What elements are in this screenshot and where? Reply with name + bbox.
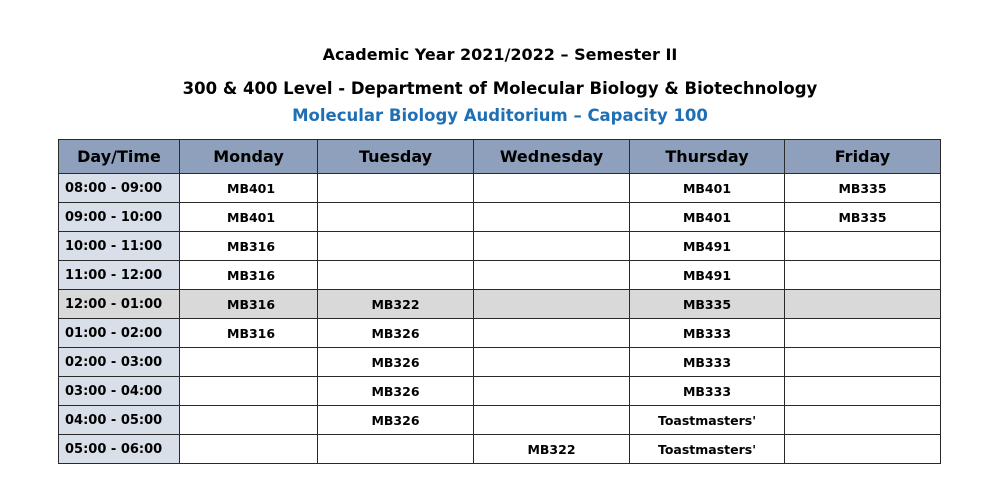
column-header-wednesday: Wednesday (474, 140, 630, 174)
cell-thursday: Toastmasters' (630, 435, 785, 464)
cell-friday: MB335 (785, 203, 941, 232)
cell-thursday: MB333 (630, 348, 785, 377)
cell-tuesday: MB322 (318, 290, 474, 319)
venue-title: Molecular Biology Auditorium – Capacity 100 (292, 106, 708, 125)
cell-tuesday (318, 174, 474, 203)
table-row (59, 377, 941, 406)
time-slot: 04:00 - 05:00 (59, 406, 180, 435)
cell-wednesday (474, 232, 630, 261)
column-header-monday: Monday (180, 140, 318, 174)
cell-thursday: Toastmasters' (630, 406, 785, 435)
column-header-day-time: Day/Time (59, 140, 180, 174)
cell-monday: MB316 (180, 232, 318, 261)
cell-monday: MB401 (180, 174, 318, 203)
table-row (59, 232, 941, 261)
cell-monday: MB316 (180, 319, 318, 348)
cell-tuesday (318, 232, 474, 261)
table-row (59, 319, 941, 348)
cell-tuesday: MB326 (318, 406, 474, 435)
cell-tuesday: MB326 (318, 319, 474, 348)
cell-friday (785, 406, 941, 435)
cell-tuesday (318, 435, 474, 464)
cell-monday (180, 406, 318, 435)
cell-monday: MB401 (180, 203, 318, 232)
cell-friday (785, 232, 941, 261)
cell-monday: MB316 (180, 290, 318, 319)
cell-thursday: MB333 (630, 319, 785, 348)
cell-tuesday (318, 261, 474, 290)
cell-tuesday (318, 203, 474, 232)
time-slot: 05:00 - 06:00 (59, 435, 180, 464)
cell-friday (785, 261, 941, 290)
column-header-tuesday: Tuesday (318, 140, 474, 174)
cell-wednesday (474, 290, 630, 319)
cell-friday (785, 377, 941, 406)
time-slot: 11:00 - 12:00 (59, 261, 180, 290)
table-row (59, 348, 941, 377)
cell-wednesday (474, 406, 630, 435)
cell-thursday: MB333 (630, 377, 785, 406)
cell-friday (785, 319, 941, 348)
time-slot: 10:00 - 11:00 (59, 232, 180, 261)
time-slot: 01:00 - 02:00 (59, 319, 180, 348)
time-slot: 03:00 - 04:00 (59, 377, 180, 406)
table-row (59, 290, 941, 319)
cell-tuesday: MB326 (318, 377, 474, 406)
cell-friday (785, 348, 941, 377)
table-row (59, 435, 941, 464)
time-slot: 08:00 - 09:00 (59, 174, 180, 203)
cell-thursday: MB491 (630, 232, 785, 261)
cell-thursday: MB401 (630, 203, 785, 232)
cell-wednesday (474, 174, 630, 203)
cell-monday (180, 377, 318, 406)
semester-title: Academic Year 2021/2022 – Semester II (322, 45, 678, 64)
cell-friday (785, 435, 941, 464)
cell-wednesday (474, 203, 630, 232)
cell-wednesday (474, 261, 630, 290)
time-slot: 02:00 - 03:00 (59, 348, 180, 377)
department-title: 300 & 400 Level - Department of Molecular Biology & Biotechnology (182, 79, 818, 98)
cell-thursday: MB335 (630, 290, 785, 319)
cell-monday (180, 348, 318, 377)
time-slot: 12:00 - 01:00 (59, 290, 180, 319)
cell-wednesday (474, 348, 630, 377)
time-slot: 09:00 - 10:00 (59, 203, 180, 232)
cell-monday: MB316 (180, 261, 318, 290)
cell-friday (785, 290, 941, 319)
timetable (58, 139, 941, 464)
table-row (59, 406, 941, 435)
cell-tuesday: MB326 (318, 348, 474, 377)
cell-wednesday: MB322 (474, 435, 630, 464)
column-header-thursday: Thursday (630, 140, 785, 174)
cell-friday: MB335 (785, 174, 941, 203)
table-row (59, 261, 941, 290)
cell-wednesday (474, 377, 630, 406)
table-row (59, 203, 941, 232)
header-row (59, 140, 941, 174)
cell-wednesday (474, 319, 630, 348)
column-header-friday: Friday (785, 140, 941, 174)
cell-thursday: MB401 (630, 174, 785, 203)
cell-monday (180, 435, 318, 464)
table-row (59, 174, 941, 203)
cell-thursday: MB491 (630, 261, 785, 290)
